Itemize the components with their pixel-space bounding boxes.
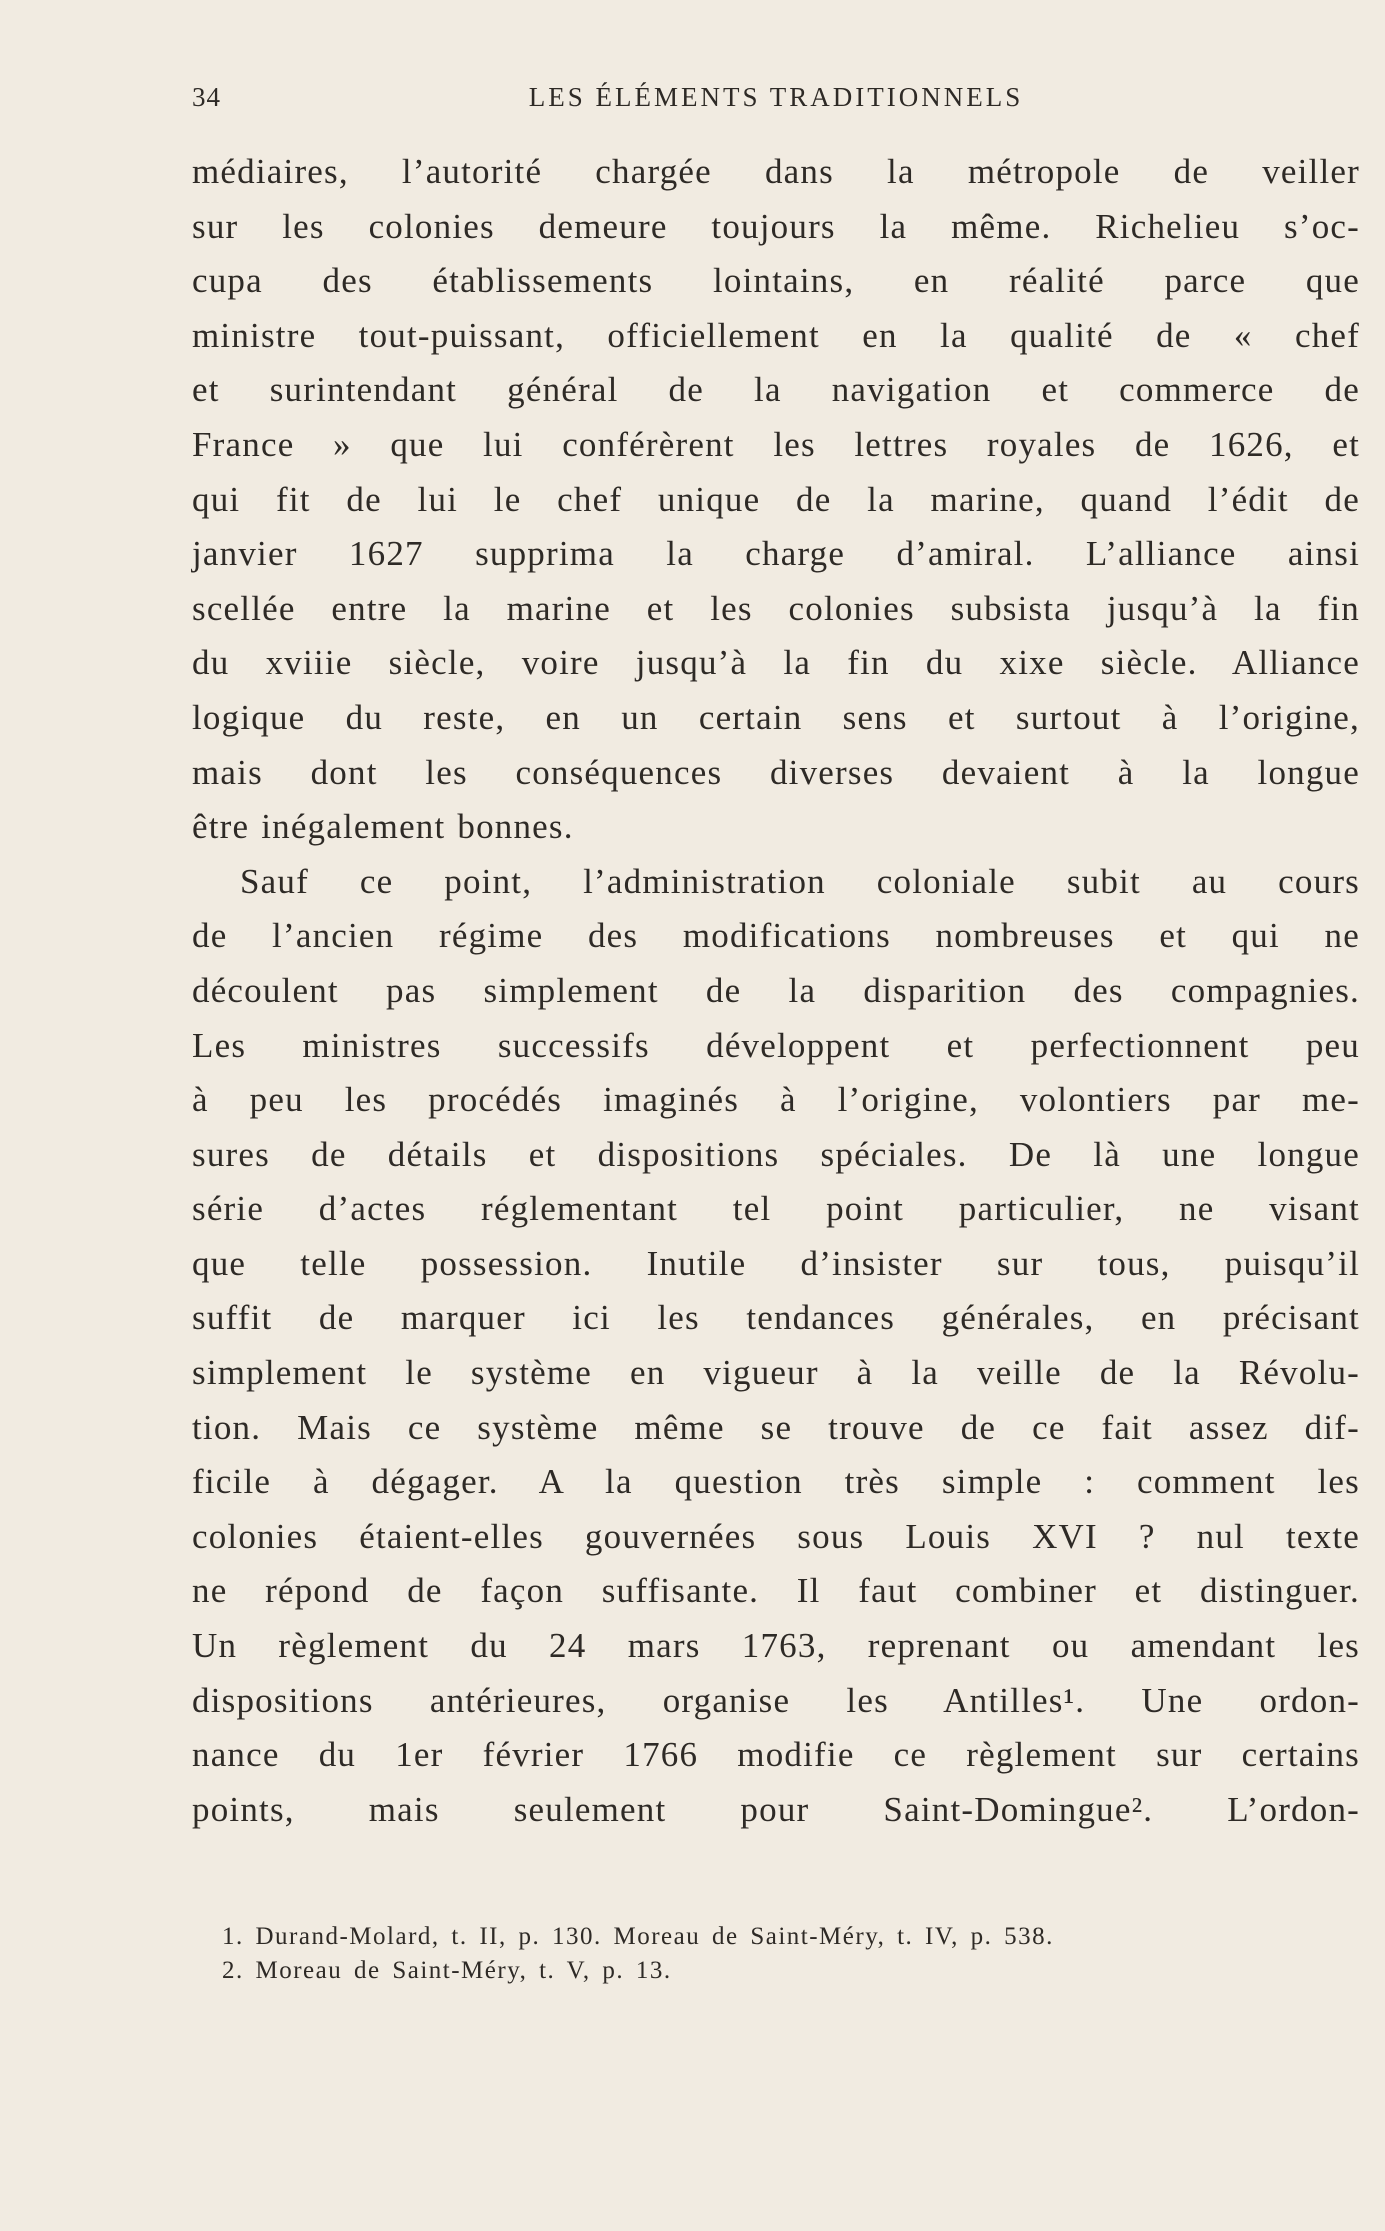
body-text <box>192 145 1360 1837</box>
text-line: ministre tout-puissant, officiellement en la qualité de « chef <box>192 315 1360 355</box>
running-head: LES ÉLÉMENTS TRADITIONNELS <box>528 82 1024 112</box>
text-line: tion. Mais ce système même se trouve de ce fait assez dif- <box>192 1407 1360 1447</box>
text-line: sur les colonies demeure toujours la même. Richelieu s’oc- <box>192 206 1360 246</box>
text-line: ne répond de façon suffisante. Il faut combiner et distinguer. <box>192 1571 1360 1611</box>
text-line: colonies étaient-elles gouvernées sous Louis XVI ? nul texte <box>192 1516 1360 1556</box>
paragraph-end-line: être inégalement bonnes. <box>192 807 574 847</box>
text-line: ficile à dégager. A la question très simple : comment les <box>192 1462 1360 1502</box>
paragraph-start-line: Sauf ce point, l’administration coloniale subit au cours <box>240 861 1360 901</box>
text-line: que telle possession. Inutile d’insister sur tous, puisqu’il <box>192 1243 1360 1283</box>
text-line: Un règlement du 24 mars 1763, reprenant ou amendant les <box>192 1626 1360 1666</box>
text-line: France » que lui conférèrent les lettres royales de 1626, et <box>192 424 1360 464</box>
text-line: nance du 1er février 1766 modifie ce règlement sur certains <box>192 1735 1360 1775</box>
text-line: à peu les procédés imaginés à l’origine, volontiers par me- <box>192 1080 1360 1120</box>
text-line: simplement le système en vigueur à la veille de la Révolu- <box>192 1353 1360 1393</box>
text-line: points, mais seulement pour Saint-Domingue². L’ordon- <box>192 1789 1360 1829</box>
text-line: du xviiie siècle, voire jusqu’à la fin du xixe siècle. Alliance <box>192 643 1360 683</box>
text-line: découlent pas simplement de la disparition des compagnies. <box>192 970 1360 1010</box>
text-line: scellée entre la marine et les colonies subsista jusqu’à la fin <box>192 588 1360 628</box>
text-line: qui fit de lui le chef unique de la marine, quand l’édit de <box>192 479 1360 519</box>
text-line: et surintendant général de la navigation et commerce de <box>192 370 1360 410</box>
footnotes <box>222 1920 1352 1988</box>
text-line: logique du reste, en un certain sens et surtout à l’origine, <box>192 697 1360 737</box>
text-line: Les ministres successifs développent et perfectionnent peu <box>192 1025 1360 1065</box>
text-line: sures de détails et dispositions spéciales. De là une longue <box>192 1134 1360 1174</box>
text-line: mais dont les conséquences diverses devaient à la longue <box>192 752 1360 792</box>
text-line: suffit de marquer ici les tendances générales, en précisant <box>192 1298 1360 1338</box>
text-line: de l’ancien régime des modifications nombreuses et qui ne <box>192 916 1360 956</box>
page-number: 34 <box>192 82 221 112</box>
footnote: 1. Durand-Molard, t. II, p. 130. Moreau de Saint-Méry, t. IV, p. 538. <box>222 1923 1054 1950</box>
text-line: dispositions antérieures, organise les Antilles¹. Une ordon- <box>192 1680 1360 1720</box>
text-line: série d’actes réglementant tel point particulier, ne visant <box>192 1189 1360 1229</box>
page-header <box>192 82 1360 122</box>
footnote: 2. Moreau de Saint-Méry, t. V, p. 13. <box>222 1957 672 1984</box>
text-line: janvier 1627 supprima la charge d’amiral. L’alliance ainsi <box>192 534 1360 574</box>
text-line: médiaires, l’autorité chargée dans la métropole de veiller <box>192 152 1360 191</box>
text-line: cupa des établissements lointains, en réalité parce que <box>192 261 1360 301</box>
